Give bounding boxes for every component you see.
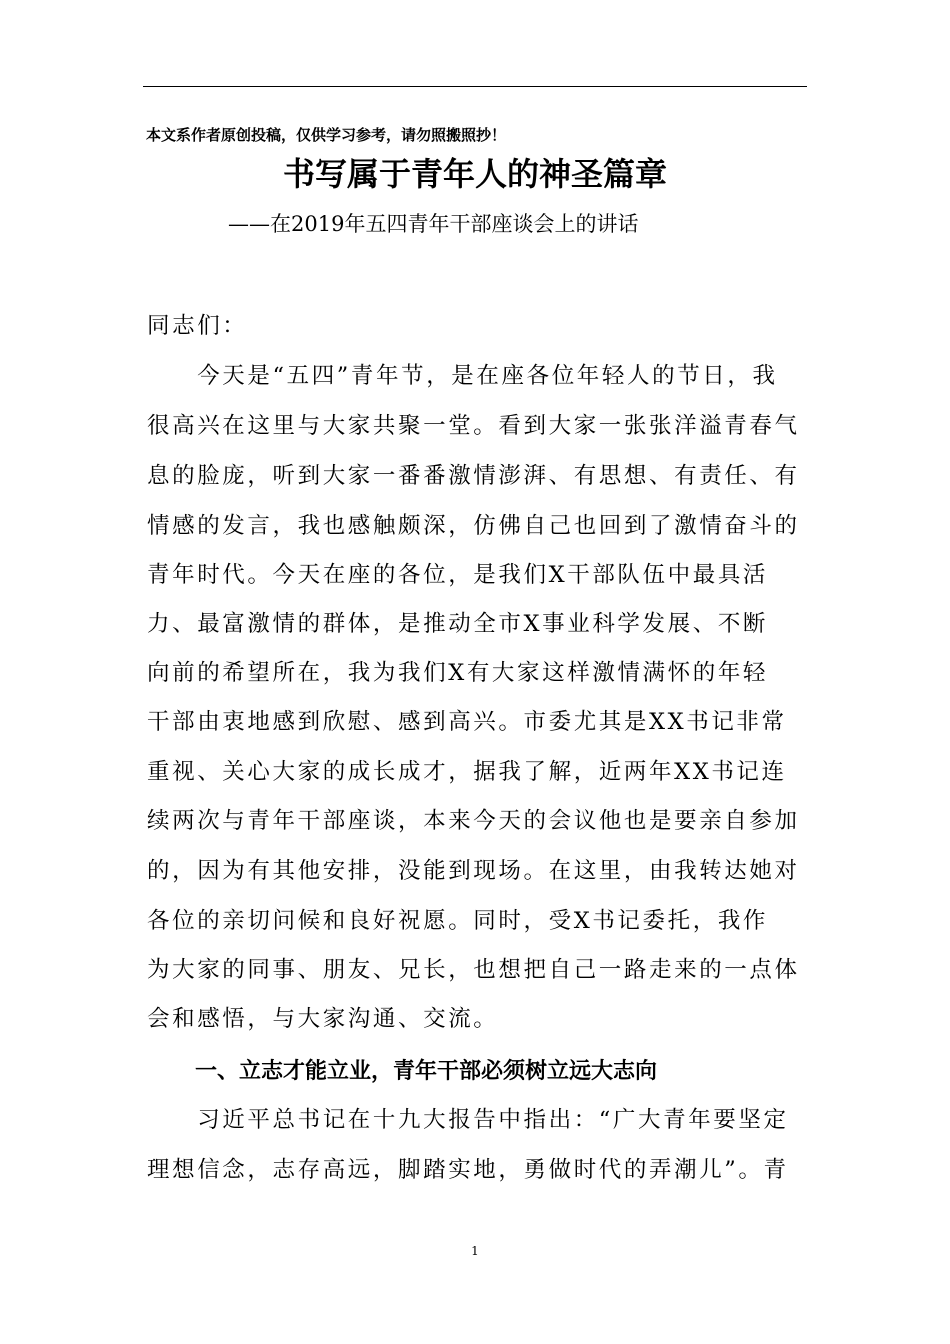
section-heading: 一、立志才能立业，青年干部必须树立远大志向 <box>195 1059 658 1084</box>
paragraph-line: 会和感悟，与大家沟通、交流。 <box>147 1006 499 1032</box>
paragraph-line: 为大家的同事、朋友、兄长，也想把自己一路走来的一点体 <box>147 957 800 983</box>
document-title: 书写属于青年人的神圣篇章 <box>282 155 667 193</box>
paragraph-line: 各位的亲切问候和良好祝愿。同时，受X书记委托，我作 <box>147 908 769 934</box>
paragraph-line: 今天是“五四”青年节，是在座各位年轻人的节日，我 <box>147 363 778 389</box>
paragraph-line: 力、最富激情的群体，是推动全市X事业科学发展、不断 <box>147 611 769 637</box>
paragraph-line: 干部由衷地感到欣慰、感到高兴。市委尤其是XX书记非常 <box>147 709 787 735</box>
copyright-notice: 本文系作者原创投稿，仅供学习参考，请勿照搬照抄！ <box>146 126 507 144</box>
paragraph-line: 的，因为有其他安排，没能到现场。在这里，由我转达她对 <box>147 858 800 884</box>
page-number: 1 <box>471 1244 479 1258</box>
paragraph-line: 向前的希望所在，我为我们X有大家这样激情满怀的年轻 <box>147 660 769 686</box>
paragraph-line: 习近平总书记在十九大报告中指出：“广大青年要坚定 <box>147 1107 789 1133</box>
paragraph-line: 理想信念，志存高远，脚踏实地，勇做时代的弄潮儿”。青 <box>147 1157 789 1183</box>
document-subtitle: ——在2019年五四青年干部座谈会上的讲话 <box>228 212 639 236</box>
paragraph-line: 息的脸庞，听到大家一番番激情澎湃、有思想、有责任、有 <box>147 463 800 489</box>
paragraph-line: 很高兴在这里与大家共聚一堂。看到大家一张张洋溢青春气 <box>147 413 800 439</box>
paragraph-line: 情感的发言，我也感触颇深，仿佛自己也回到了激情奋斗的 <box>147 513 800 539</box>
paragraph-line: 续两次与青年干部座谈，本来今天的会议他也是要亲自参加 <box>147 808 800 834</box>
header-rule <box>143 86 807 87</box>
paragraph-line: 青年时代。今天在座的各位，是我们X干部队伍中最具活 <box>147 562 769 588</box>
paragraph-line: 重视、关心大家的成长成才，据我了解，近两年XX书记连 <box>147 759 787 785</box>
salutation: 同志们： <box>147 313 248 339</box>
